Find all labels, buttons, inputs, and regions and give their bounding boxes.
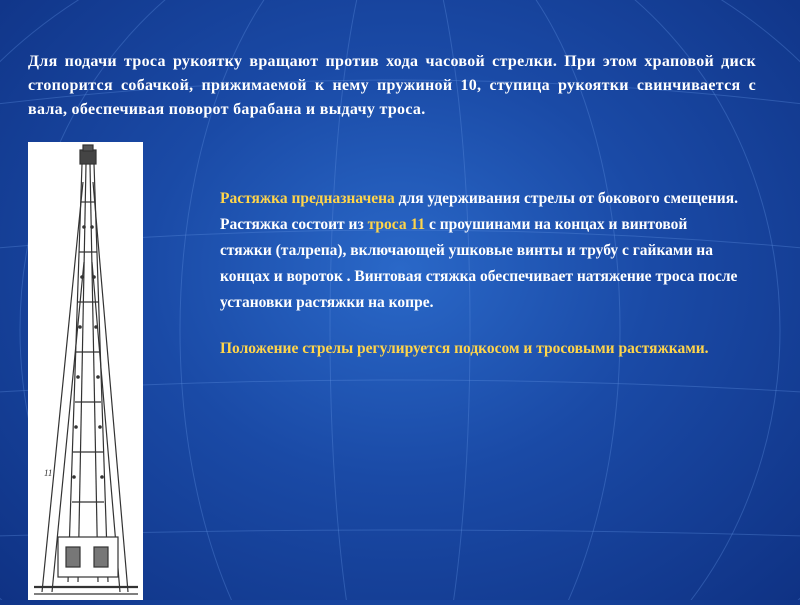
term-rastyazhka: Растяжка xyxy=(220,190,288,207)
intro-paragraph xyxy=(28,50,756,122)
figure-label-11: 11 xyxy=(44,468,53,478)
intro-line-4: выдачу троса. xyxy=(319,101,426,118)
term-prednaznachena: предназначена xyxy=(291,190,395,207)
cable-highlight: троса 11 xyxy=(367,216,426,233)
description-paragraph-2: Положение стрелы регулируется подкосом и тросовыми растяжками. xyxy=(220,340,709,357)
description-paragraph-1 xyxy=(220,186,740,316)
description-block xyxy=(220,186,740,362)
description-text-2: с проушинами на концах и винтовой стяжки (талрепа), включающей ушковые винты и трубу с гайками на концах и вороток . Винтовая стяжка обеспечивает натяжение троса после установки растяжки на копре. xyxy=(220,216,738,311)
pile-driver-mast-figure xyxy=(28,142,143,600)
intro-line-3: ступица рукоятки свинчивается с вала, обеспечивая поворот барабана и xyxy=(28,77,756,118)
intro-line-2: храповой диск стопорится собачкой, прижимаемой к нему пружиной 10, xyxy=(28,53,756,94)
intro-line-1: Для подачи троса рукоятку вращают против хода часовой стрелки. При этом xyxy=(28,53,638,70)
mast-drawing xyxy=(28,142,143,600)
description-text-1: для удерживания стрелы от бокового смещения. Растяжка состоит из xyxy=(220,190,738,233)
